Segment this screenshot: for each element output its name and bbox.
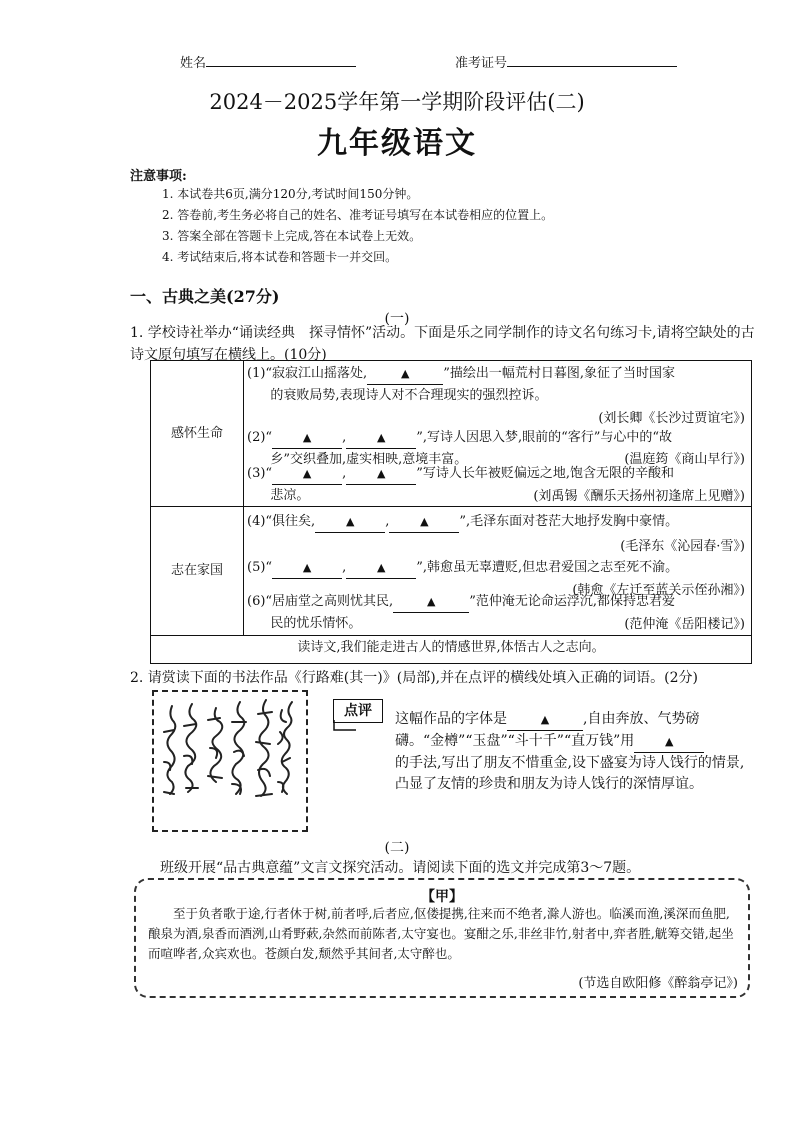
- section-title: 一、古典之美(27分): [130, 287, 280, 306]
- source-citation: (范仲淹《岳阳楼记》): [624, 617, 745, 632]
- comment-tag-pointer: [330, 718, 360, 734]
- answer-blank[interactable]: ▲: [389, 511, 459, 533]
- table-row: (3)“ ▲ , ▲ ”写诗人长年被贬偏远之地,饱含无限的辛酸和 悲凉。: [247, 463, 745, 506]
- answer-blank[interactable]: ▲: [346, 427, 416, 449]
- exam-title: 2024－2025学年第一学期阶段评估(二): [209, 90, 585, 114]
- source-citation: (毛泽东《沁园春·雪》): [620, 539, 745, 554]
- calligraphy-strokes: [154, 692, 306, 830]
- passage-label: 【甲】: [421, 889, 463, 905]
- answer-blank[interactable]: ▲: [507, 709, 583, 731]
- table-row: (4)“俱往矣, ▲ , ▲ ”,毛泽东面对苍茫大地抒发胸中豪情。: [247, 511, 745, 533]
- notice-item: 3. 答案全部在答题卡上完成,答在本试卷上无效。: [162, 229, 422, 243]
- answer-blank[interactable]: ▲: [272, 427, 342, 449]
- answer-blank[interactable]: ▲: [272, 463, 342, 485]
- question-1: 1. 学校诗社举办“诵读经典 探寻情怀”活动。下面是乐之同学制作的诗文名句练习卡,请将空缺处的古诗文原句填写在横线上。(10分): [130, 325, 755, 363]
- category-nation: 志在家国: [151, 507, 244, 635]
- notice-heading: 注意事项:: [130, 169, 187, 184]
- passage-text: 至于负者歌于途,行者休于树,前者呼,后者应,伛偻提携,往来而不绝者,滁人游也。临溪而渔,溪深而鱼肥,酿泉为酒,泉香而酒洌,山肴野蔌,杂然而前陈者,太守宴也。宴酣之乐,非丝非竹,射者中,弈者胜,觥筹交错,起坐而喧哗者,众宾欢也。苍颜白发,颓然乎其间者,太守醉也。: [148, 906, 734, 961]
- calligraphy-image: [152, 690, 308, 832]
- source-citation: (韩愈《左迁至蓝关示侄孙湘》): [572, 583, 745, 598]
- question-2: 2. 请赏读下面的书法作品《行路难(其一)》(局部),并在点评的横线处填入正确的词语。(2分): [130, 670, 698, 686]
- part-heading: (一): [384, 311, 410, 327]
- part-heading: (二): [384, 840, 410, 856]
- notice-item: 2. 答卷前,考生务必将自己的姓名、准考证号填写在本试卷相应的位置上。: [162, 208, 554, 222]
- comment-tag: 点评: [333, 699, 383, 723]
- table-footer: 读诗文,我们能走进古人的情感世界,体悟古人之志向。: [297, 640, 605, 655]
- table-row: 民的忧乐情怀。: [270, 616, 362, 631]
- answer-blank[interactable]: ▲: [367, 363, 443, 385]
- comment-text: 这幅作品的字体是 ▲ ,自由奔放、气势磅 礴。“金樽”“玉盘”“斗十千”“直万钱”用 ▲ 的手法,写出了朋友不惜重金,设下盛宴为诗人饯行的情景,凸显了友情的珍贵和朋友为诗人饯行的深情厚谊。: [395, 711, 745, 792]
- passage-box: [134, 878, 750, 998]
- table-row: (2)“ ▲ , ▲ ”,写诗人因思入梦,眼前的“客行”与心中的“故 乡”交织叠加,虚实相映,意境丰富。: [247, 427, 745, 470]
- poetry-table: [150, 360, 752, 664]
- answer-blank[interactable]: ▲: [634, 731, 704, 753]
- exam-number-field[interactable]: [455, 52, 677, 71]
- notice-item: 1. 本试卷共6页,满分120分,考试时间150分钟。: [162, 187, 419, 201]
- name-field[interactable]: [180, 52, 356, 71]
- answer-blank[interactable]: ▲: [346, 463, 416, 485]
- source-citation: (刘禹锡《酬乐天扬州初逢席上见赠》): [533, 489, 745, 504]
- category-life: 感怀生命: [151, 361, 244, 507]
- answer-blank[interactable]: ▲: [346, 557, 416, 579]
- answer-blank[interactable]: ▲: [272, 557, 342, 579]
- notice-item: 4. 考试结束后,将本试卷和答题卡一并交回。: [162, 250, 398, 264]
- exam-number-label: 准考证号: [455, 56, 508, 71]
- source-citation: (温庭筠《商山早行》): [624, 452, 745, 467]
- table-row: (6)“居庙堂之高则忧其民, ▲ ”范仲淹无论命运浮沉,都保持忠君爱: [247, 591, 745, 613]
- name-label: 姓名: [180, 56, 207, 71]
- passage-source: (节选自欧阳修《醉翁亭记》): [578, 976, 738, 991]
- table-row: (5)“ ▲ , ▲ ”,韩愈虽无辜遭贬,但忠君爱国之志至死不渝。: [247, 557, 745, 579]
- subject-title: 九年级语文: [317, 126, 477, 161]
- answer-blank[interactable]: ▲: [315, 511, 385, 533]
- answer-blank[interactable]: ▲: [393, 591, 469, 613]
- part-intro: 班级开展“品古典意蕴”文言文探究活动。请阅读下面的选文并完成第3～7题。: [160, 860, 641, 876]
- table-row: (1)“寂寂江山摇落处, ▲ ”描绘出一幅荒村日暮图,象征了当时国家 的衰败局势,表现诗人对不合理现实的强烈控诉。: [247, 363, 745, 406]
- source-citation: (刘长卿《长沙过贾谊宅》): [598, 411, 745, 426]
